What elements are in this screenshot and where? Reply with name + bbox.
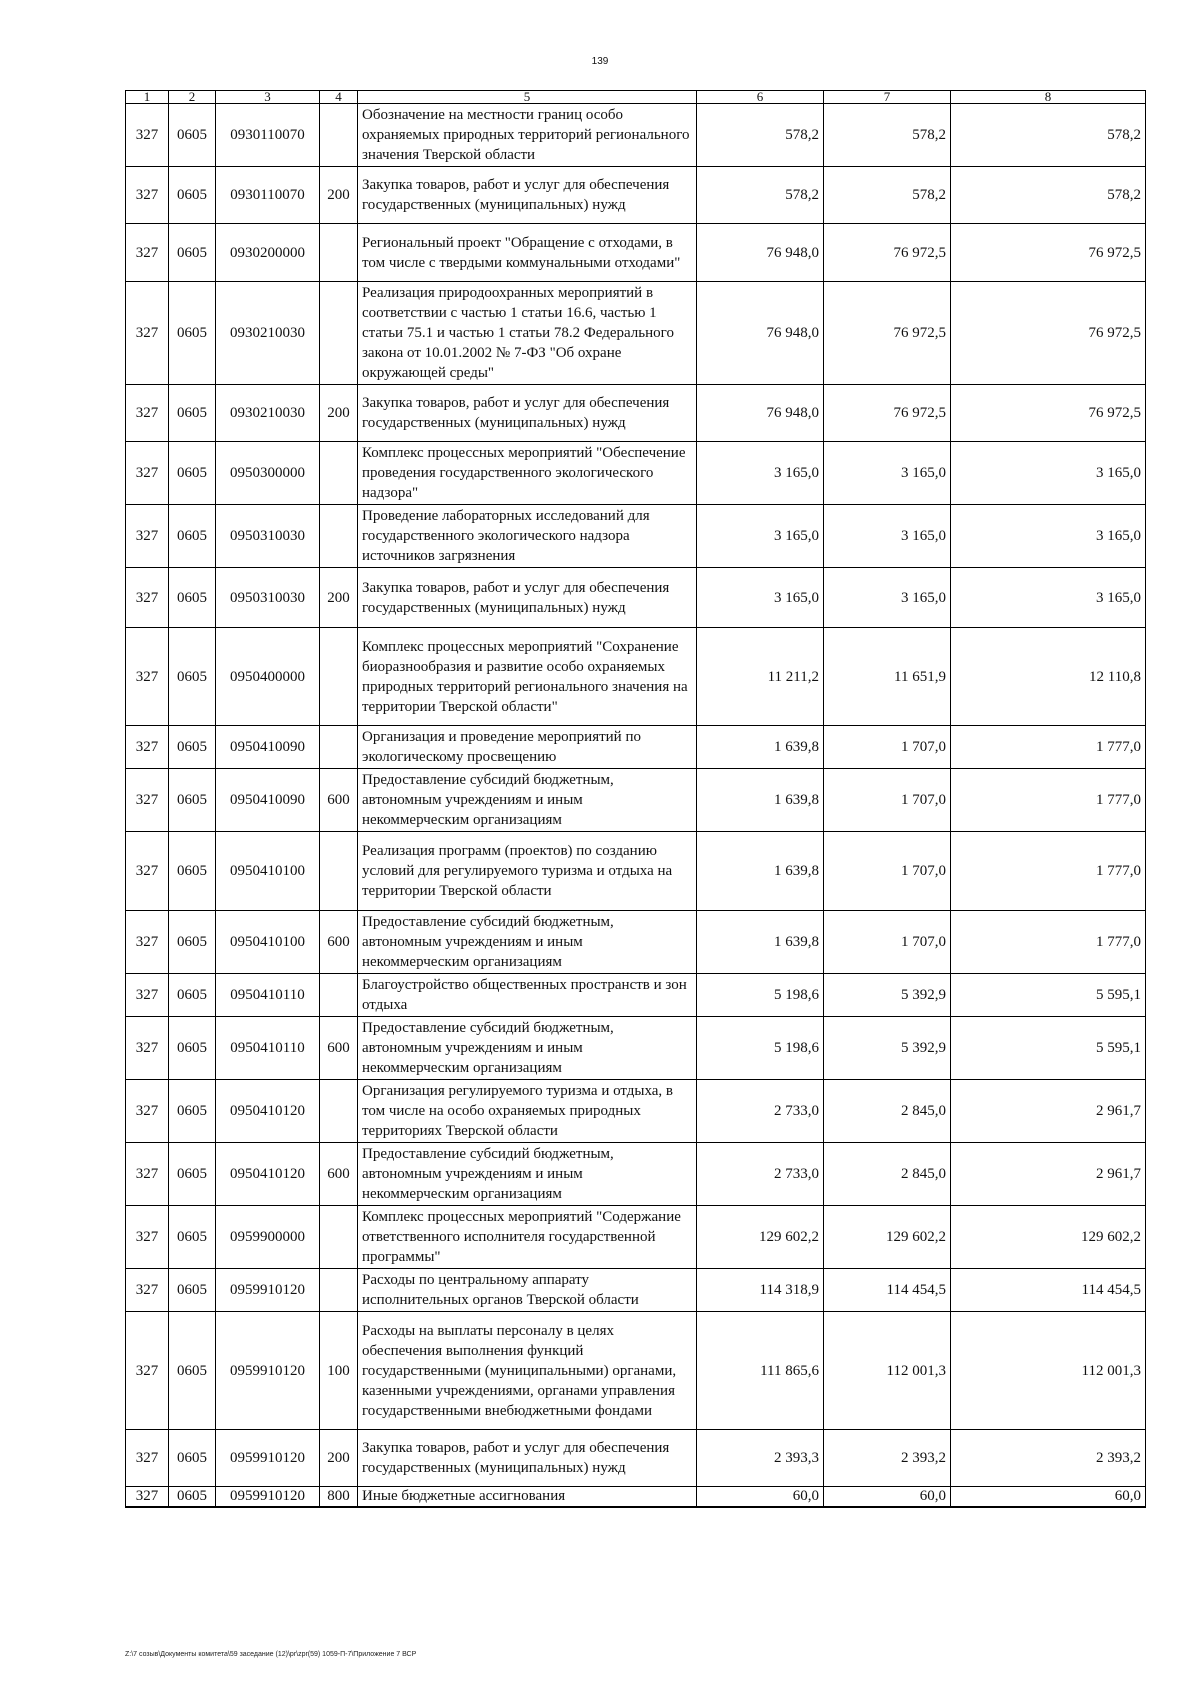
- table-row: [126, 832, 1146, 911]
- cell-amount-col7: 11 651,9: [824, 628, 951, 726]
- column-header: 3: [216, 91, 320, 104]
- cell-amount-col8: 76 972,5: [951, 282, 1146, 385]
- cell-target-article: 0950410100: [216, 911, 320, 974]
- cell-expense-type: 600: [320, 1017, 358, 1080]
- cell-target-article: 0930110070: [216, 167, 320, 224]
- cell-section: 0605: [169, 911, 216, 974]
- cell-target-article: 0950410100: [216, 832, 320, 911]
- cell-amount-col8: 2 961,7: [951, 1143, 1146, 1206]
- cell-chapter: 327: [126, 628, 169, 726]
- cell-amount-col7: 76 972,5: [824, 385, 951, 442]
- table-row: [126, 568, 1146, 628]
- cell-target-article: 0959910120: [216, 1312, 320, 1430]
- cell-amount-col7: 3 165,0: [824, 568, 951, 628]
- cell-expense-type: [320, 628, 358, 726]
- table-row: [126, 282, 1146, 385]
- cell-chapter: 327: [126, 974, 169, 1017]
- cell-description: Предоставление субсидий бюджетным, автономным учреждениям и иным некоммерческим организациям: [358, 911, 697, 974]
- cell-amount-col6: 1 639,8: [697, 726, 824, 769]
- cell-chapter: 327: [126, 1206, 169, 1269]
- cell-section: 0605: [169, 974, 216, 1017]
- table-row: [126, 224, 1146, 282]
- cell-chapter: 327: [126, 1269, 169, 1312]
- cell-amount-col7: 1 707,0: [824, 911, 951, 974]
- cell-section: 0605: [169, 442, 216, 505]
- cell-amount-col6: 76 948,0: [697, 224, 824, 282]
- cell-expense-type: [320, 1206, 358, 1269]
- cell-amount-col8: 5 595,1: [951, 1017, 1146, 1080]
- cell-section: 0605: [169, 769, 216, 832]
- cell-chapter: 327: [126, 726, 169, 769]
- cell-section: 0605: [169, 1143, 216, 1206]
- column-header: 1: [126, 91, 169, 104]
- cell-expense-type: [320, 1269, 358, 1312]
- cell-expense-type: [320, 832, 358, 911]
- cell-expense-type: [320, 442, 358, 505]
- cell-description: Расходы на выплаты персоналу в целях обеспечения выполнения функций государственными (муниципальными) органами, казенными учреждениями, органами управления государственными внебюджетными фондами: [358, 1312, 697, 1430]
- cell-target-article: 0959910120: [216, 1487, 320, 1507]
- cell-expense-type: 200: [320, 1430, 358, 1487]
- cell-chapter: 327: [126, 1312, 169, 1430]
- cell-section: 0605: [169, 385, 216, 442]
- cell-chapter: 327: [126, 832, 169, 911]
- cell-expense-type: 200: [320, 385, 358, 442]
- cell-amount-col6: 114 318,9: [697, 1269, 824, 1312]
- cell-target-article: 0959910120: [216, 1269, 320, 1312]
- cell-amount-col8: 3 165,0: [951, 442, 1146, 505]
- cell-amount-col7: 129 602,2: [824, 1206, 951, 1269]
- cell-description: Закупка товаров, работ и услуг для обеспечения государственных (муниципальных) нужд: [358, 568, 697, 628]
- cell-section: 0605: [169, 628, 216, 726]
- cell-chapter: 327: [126, 385, 169, 442]
- cell-amount-col6: 3 165,0: [697, 442, 824, 505]
- cell-section: 0605: [169, 568, 216, 628]
- cell-amount-col8: 3 165,0: [951, 568, 1146, 628]
- cell-amount-col6: 11 211,2: [697, 628, 824, 726]
- file-path-footer: Z:\7 созыв\Документы комитета\59 заседание (12)\pr\zpr(59) 1059-П-7\Приложение 7 ВСР: [125, 1651, 417, 1658]
- cell-section: 0605: [169, 1080, 216, 1143]
- cell-amount-col8: 578,2: [951, 167, 1146, 224]
- cell-amount-col6: 60,0: [697, 1487, 824, 1507]
- table-row: [126, 505, 1146, 568]
- cell-section: 0605: [169, 1269, 216, 1312]
- cell-description: Реализация природоохранных мероприятий в соответствии с частью 1 статьи 16.6, частью 1 статьи 75.1 и частью 1 статьи 78.2 Федерального закона от 10.01.2002 № 7-ФЗ "Об охране окружающей среды": [358, 282, 697, 385]
- header-row: [126, 91, 1146, 104]
- table-row: [126, 167, 1146, 224]
- cell-section: 0605: [169, 282, 216, 385]
- cell-amount-col7: 2 845,0: [824, 1080, 951, 1143]
- cell-expense-type: 100: [320, 1312, 358, 1430]
- table-row: [126, 628, 1146, 726]
- cell-amount-col8: 60,0: [951, 1487, 1146, 1507]
- cell-amount-col7: 76 972,5: [824, 224, 951, 282]
- cell-amount-col6: 1 639,8: [697, 832, 824, 911]
- table-row: [126, 769, 1146, 832]
- table-row: [126, 974, 1146, 1017]
- cell-expense-type: [320, 726, 358, 769]
- cell-amount-col6: 76 948,0: [697, 385, 824, 442]
- cell-chapter: 327: [126, 911, 169, 974]
- cell-expense-type: 200: [320, 167, 358, 224]
- cell-description: Комплекс процессных мероприятий "Сохранение биоразнообразия и развитие особо охраняемых природных территорий регионального значения на территории Тверской области": [358, 628, 697, 726]
- cell-target-article: 0950300000: [216, 442, 320, 505]
- table-row: [126, 1430, 1146, 1487]
- cell-expense-type: 800: [320, 1487, 358, 1507]
- cell-chapter: 327: [126, 1080, 169, 1143]
- cell-amount-col8: 76 972,5: [951, 224, 1146, 282]
- cell-target-article: 0950410110: [216, 974, 320, 1017]
- cell-expense-type: 200: [320, 568, 358, 628]
- table-row: [126, 1487, 1146, 1507]
- cell-expense-type: [320, 104, 358, 167]
- cell-description: Расходы по центральному аппарату исполнительных органов Тверской области: [358, 1269, 697, 1312]
- cell-description: Реализация программ (проектов) по созданию условий для регулируемого туризма и отдыха на территории Тверской области: [358, 832, 697, 911]
- table-row: [126, 726, 1146, 769]
- table-row: [126, 1017, 1146, 1080]
- cell-section: 0605: [169, 1312, 216, 1430]
- cell-section: 0605: [169, 224, 216, 282]
- cell-target-article: 0950410090: [216, 769, 320, 832]
- cell-description: Иные бюджетные ассигнования: [358, 1487, 697, 1507]
- cell-description: Организация регулируемого туризма и отдыха, в том числе на особо охраняемых природных территориях Тверской области: [358, 1080, 697, 1143]
- table-row: [126, 911, 1146, 974]
- cell-expense-type: 600: [320, 1143, 358, 1206]
- page-number: 139: [591, 56, 609, 67]
- cell-section: 0605: [169, 832, 216, 911]
- cell-amount-col6: 5 198,6: [697, 1017, 824, 1080]
- cell-chapter: 327: [126, 1487, 169, 1507]
- cell-description: Предоставление субсидий бюджетным, автономным учреждениям и иным некоммерческим организациям: [358, 769, 697, 832]
- cell-description: Предоставление субсидий бюджетным, автономным учреждениям и иным некоммерческим организациям: [358, 1017, 697, 1080]
- cell-amount-col6: 111 865,6: [697, 1312, 824, 1430]
- cell-description: Благоустройство общественных пространств и зон отдыха: [358, 974, 697, 1017]
- cell-description: Закупка товаров, работ и услуг для обеспечения государственных (муниципальных) нужд: [358, 1430, 697, 1487]
- cell-amount-col8: 12 110,8: [951, 628, 1146, 726]
- cell-amount-col7: 76 972,5: [824, 282, 951, 385]
- cell-amount-col7: 1 707,0: [824, 832, 951, 911]
- cell-amount-col7: 1 707,0: [824, 726, 951, 769]
- cell-description: Закупка товаров, работ и услуг для обеспечения государственных (муниципальных) нужд: [358, 385, 697, 442]
- cell-target-article: 0950410120: [216, 1080, 320, 1143]
- table-row: [126, 442, 1146, 505]
- cell-description: Комплекс процессных мероприятий "Содержание ответственного исполнителя государственной программы": [358, 1206, 697, 1269]
- cell-target-article: 0930210030: [216, 385, 320, 442]
- cell-amount-col6: 1 639,8: [697, 769, 824, 832]
- cell-amount-col7: 578,2: [824, 104, 951, 167]
- cell-target-article: 0959900000: [216, 1206, 320, 1269]
- table-row: [126, 1312, 1146, 1430]
- cell-target-article: 0950310030: [216, 568, 320, 628]
- cell-amount-col8: 112 001,3: [951, 1312, 1146, 1430]
- cell-chapter: 327: [126, 224, 169, 282]
- cell-amount-col6: 76 948,0: [697, 282, 824, 385]
- cell-section: 0605: [169, 1206, 216, 1269]
- cell-section: 0605: [169, 167, 216, 224]
- cell-section: 0605: [169, 1430, 216, 1487]
- cell-section: 0605: [169, 726, 216, 769]
- column-header: 2: [169, 91, 216, 104]
- cell-amount-col6: 3 165,0: [697, 505, 824, 568]
- cell-expense-type: 600: [320, 911, 358, 974]
- budget-table: [125, 90, 1146, 1508]
- table-body: [126, 104, 1146, 1507]
- cell-expense-type: [320, 505, 358, 568]
- cell-amount-col8: 1 777,0: [951, 726, 1146, 769]
- table-row: [126, 104, 1146, 167]
- cell-amount-col8: 114 454,5: [951, 1269, 1146, 1312]
- cell-amount-col8: 1 777,0: [951, 911, 1146, 974]
- cell-amount-col7: 114 454,5: [824, 1269, 951, 1312]
- cell-amount-col6: 5 198,6: [697, 974, 824, 1017]
- cell-description: Региональный проект "Обращение с отходами, в том числе с твердыми коммунальными отходами": [358, 224, 697, 282]
- cell-target-article: 0959910120: [216, 1430, 320, 1487]
- cell-section: 0605: [169, 505, 216, 568]
- cell-target-article: 0950400000: [216, 628, 320, 726]
- cell-amount-col7: 5 392,9: [824, 1017, 951, 1080]
- cell-amount-col8: 1 777,0: [951, 832, 1146, 911]
- table-row: [126, 385, 1146, 442]
- cell-amount-col8: 2 393,2: [951, 1430, 1146, 1487]
- cell-description: Предоставление субсидий бюджетным, автономным учреждениям и иным некоммерческим организациям: [358, 1143, 697, 1206]
- cell-chapter: 327: [126, 1017, 169, 1080]
- cell-chapter: 327: [126, 104, 169, 167]
- cell-amount-col6: 129 602,2: [697, 1206, 824, 1269]
- cell-amount-col8: 5 595,1: [951, 974, 1146, 1017]
- cell-amount-col8: 1 777,0: [951, 769, 1146, 832]
- column-header: 6: [697, 91, 824, 104]
- cell-chapter: 327: [126, 167, 169, 224]
- cell-section: 0605: [169, 1017, 216, 1080]
- cell-amount-col6: 1 639,8: [697, 911, 824, 974]
- table-row: [126, 1206, 1146, 1269]
- table-row: [126, 1080, 1146, 1143]
- cell-description: Обозначение на местности границ особо охраняемых природных территорий регионального значения Тверской области: [358, 104, 697, 167]
- table-row: [126, 1143, 1146, 1206]
- cell-chapter: 327: [126, 1430, 169, 1487]
- cell-description: Организация и проведение мероприятий по экологическому просвещению: [358, 726, 697, 769]
- cell-description: Комплекс процессных мероприятий "Обеспечение проведения государственного экологического надзора": [358, 442, 697, 505]
- cell-amount-col8: 578,2: [951, 104, 1146, 167]
- cell-amount-col7: 112 001,3: [824, 1312, 951, 1430]
- cell-target-article: 0950410120: [216, 1143, 320, 1206]
- cell-chapter: 327: [126, 282, 169, 385]
- cell-target-article: 0950310030: [216, 505, 320, 568]
- cell-target-article: 0950410110: [216, 1017, 320, 1080]
- cell-amount-col7: 2 845,0: [824, 1143, 951, 1206]
- cell-expense-type: [320, 1080, 358, 1143]
- cell-chapter: 327: [126, 769, 169, 832]
- cell-amount-col7: 60,0: [824, 1487, 951, 1507]
- cell-description: Проведение лабораторных исследований для государственного экологического надзора источников загрязнения: [358, 505, 697, 568]
- cell-amount-col8: 129 602,2: [951, 1206, 1146, 1269]
- cell-expense-type: [320, 974, 358, 1017]
- cell-amount-col6: 3 165,0: [697, 568, 824, 628]
- cell-target-article: 0950410090: [216, 726, 320, 769]
- cell-target-article: 0930210030: [216, 282, 320, 385]
- cell-amount-col7: 578,2: [824, 167, 951, 224]
- column-header: 7: [824, 91, 951, 104]
- cell-amount-col8: 2 961,7: [951, 1080, 1146, 1143]
- column-header: 5: [358, 91, 697, 104]
- cell-amount-col6: 2 733,0: [697, 1080, 824, 1143]
- cell-target-article: 0930110070: [216, 104, 320, 167]
- cell-amount-col8: 76 972,5: [951, 385, 1146, 442]
- cell-expense-type: [320, 224, 358, 282]
- cell-section: 0605: [169, 104, 216, 167]
- cell-chapter: 327: [126, 568, 169, 628]
- cell-amount-col6: 2 393,3: [697, 1430, 824, 1487]
- cell-expense-type: 600: [320, 769, 358, 832]
- cell-amount-col7: 1 707,0: [824, 769, 951, 832]
- cell-amount-col6: 2 733,0: [697, 1143, 824, 1206]
- column-header: 4: [320, 91, 358, 104]
- cell-chapter: 327: [126, 505, 169, 568]
- cell-amount-col7: 5 392,9: [824, 974, 951, 1017]
- cell-description: Закупка товаров, работ и услуг для обеспечения государственных (муниципальных) нужд: [358, 167, 697, 224]
- cell-chapter: 327: [126, 442, 169, 505]
- column-header: 8: [951, 91, 1146, 104]
- cell-amount-col8: 3 165,0: [951, 505, 1146, 568]
- cell-amount-col6: 578,2: [697, 104, 824, 167]
- cell-amount-col7: 3 165,0: [824, 442, 951, 505]
- cell-section: 0605: [169, 1487, 216, 1507]
- cell-target-article: 0930200000: [216, 224, 320, 282]
- cell-expense-type: [320, 282, 358, 385]
- cell-amount-col7: 3 165,0: [824, 505, 951, 568]
- cell-amount-col7: 2 393,2: [824, 1430, 951, 1487]
- cell-amount-col6: 578,2: [697, 167, 824, 224]
- cell-chapter: 327: [126, 1143, 169, 1206]
- table-row: [126, 1269, 1146, 1312]
